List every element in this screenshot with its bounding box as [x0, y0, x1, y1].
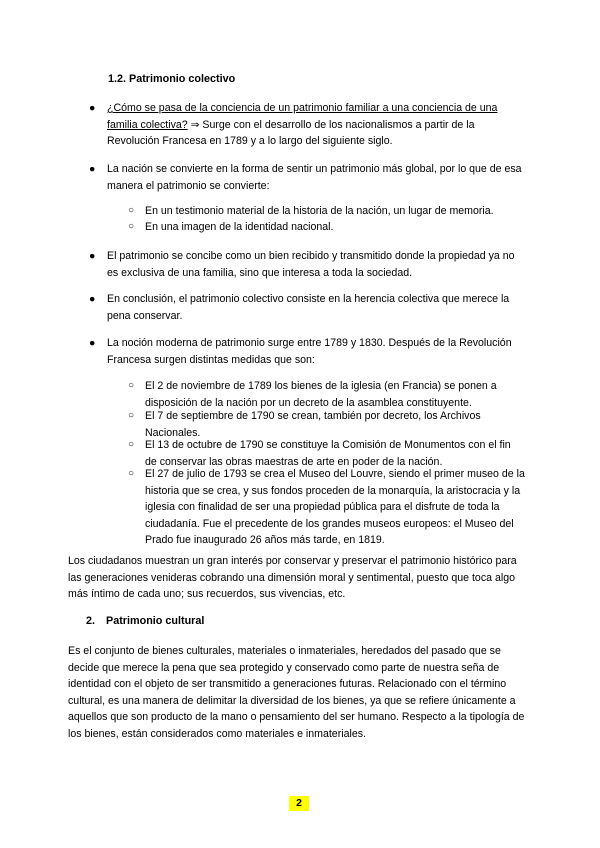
sub-bullet-text: El 7 de septiembre de 1790 se crean, también por decreto, los Archivos Nacionales.: [145, 410, 481, 439]
bullet-circle-icon: ○: [128, 380, 135, 391]
bullet-dot-icon: ●: [89, 337, 96, 349]
bullet-answer: ⇒ Surge con el desarrollo de los nacionalismos a partir de la Revolución Francesa en 1789 y a lo largo del siguiente siglo.: [107, 118, 475, 147]
bullet-dot-icon: ●: [89, 293, 96, 305]
sub-bullet-item: [128, 219, 525, 236]
sub-bullet-text: En una imagen de la identidad nacional.: [145, 221, 334, 233]
bullet-circle-icon: ○: [128, 439, 135, 450]
sub-bullet-text: En un testimonio material de la historia de la nación, un lugar de memoria.: [145, 205, 494, 217]
paragraph-ciudadanos: Los ciudadanos muestran un gran interés por conservar y preservar el patrimonio histórico para las generaciones venideras cobrando una dimensión moral y sentimental, puesto que toca algo más íntimo de cada uno; sus recuerdos, sus vivencias, etc.: [68, 555, 517, 600]
section-heading-patrimonio-colectivo: 1.2. Patrimonio colectivo: [108, 73, 236, 85]
bullet-text: La nación se convierte en la forma de sentir un patrimonio más global, por lo que de esa manera el patrimonio se convierte:: [107, 163, 522, 192]
page-number: 2: [289, 796, 309, 811]
bullet-item: [89, 335, 527, 368]
bullet-question: ¿Cómo se pasa de la conciencia de un patrimonio familiar a una conciencia de una familia colectiva?: [107, 102, 498, 131]
paragraph-patrimonio-cultural: Es el conjunto de bienes culturales, materiales o inmateriales, heredados del pasado que se decide que merece la pena que sea protegido y conservado como parte de nuestra seña de identidad con el objeto de ser transmitido a generaciones futuras. Relacionado con el término cultural, es una manera de delimitar la diversidad de los bienes, ya que se refiere únicamente a aquellos que son producto de la mano o pensamiento del ser humano. Respecto a la tipología de los bienes, están considerados como materiales e inmateriales.: [68, 645, 525, 740]
bullet-dot-icon: ●: [89, 102, 96, 114]
sub-bullet-text: El 2 de noviembre de 1789 los bienes de la iglesia (en Francia) se ponen a disposición de la nación por un decreto de la asamblea constituyente.: [145, 380, 497, 409]
bullet-dot-icon: ●: [89, 250, 96, 262]
bullet-item: [89, 291, 527, 324]
bullet-item: [89, 100, 527, 150]
bullet-text: En conclusión, el patrimonio colectivo consiste en la herencia colectiva que merece la pena conservar.: [107, 293, 510, 322]
bullet-circle-icon: ○: [128, 221, 135, 232]
sub-bullet-item: [128, 378, 525, 411]
sub-bullet-item: [128, 466, 525, 549]
bullet-text: La noción moderna de patrimonio surge entre 1789 y 1830. Después de la Revolución Francesa surgen distintas medidas que son:: [107, 337, 512, 366]
sub-bullet-text: El 27 de julio de 1793 se crea el Museo del Louvre, siendo el primer museo de la historia que se crea, y sus fondos proceden de la monarquía, la aristocracia y la iglesia con finalidad de ser una propiedad pública para el disfrute de toda la ciudadanía. Fue el precedente de los grandes museos europeos: el Museo del Prado fue inaugurado 26 años más tarde, en 1819.: [145, 468, 525, 546]
bullet-circle-icon: ○: [128, 205, 135, 216]
section-title: Patrimonio cultural: [106, 615, 205, 627]
section-number: 2.: [86, 615, 96, 627]
bullet-item: [89, 248, 527, 281]
bullet-text: El patrimonio se concibe como un bien recibido y transmitido donde la propiedad ya no es exclusiva de una familia, sino que interesa a toda la sociedad.: [107, 250, 515, 279]
section-heading-patrimonio-cultural: [86, 615, 204, 627]
sub-bullet-item: [128, 203, 525, 220]
bullet-item: [89, 161, 527, 194]
bullet-circle-icon: ○: [128, 468, 135, 479]
bullet-circle-icon: ○: [128, 410, 135, 421]
sub-bullet-text: El 13 de octubre de 1790 se constituye la Comisión de Monumentos con el fin de conservar las obras maestras de arte en poder de la nación.: [145, 439, 511, 468]
bullet-dot-icon: ●: [89, 163, 96, 175]
